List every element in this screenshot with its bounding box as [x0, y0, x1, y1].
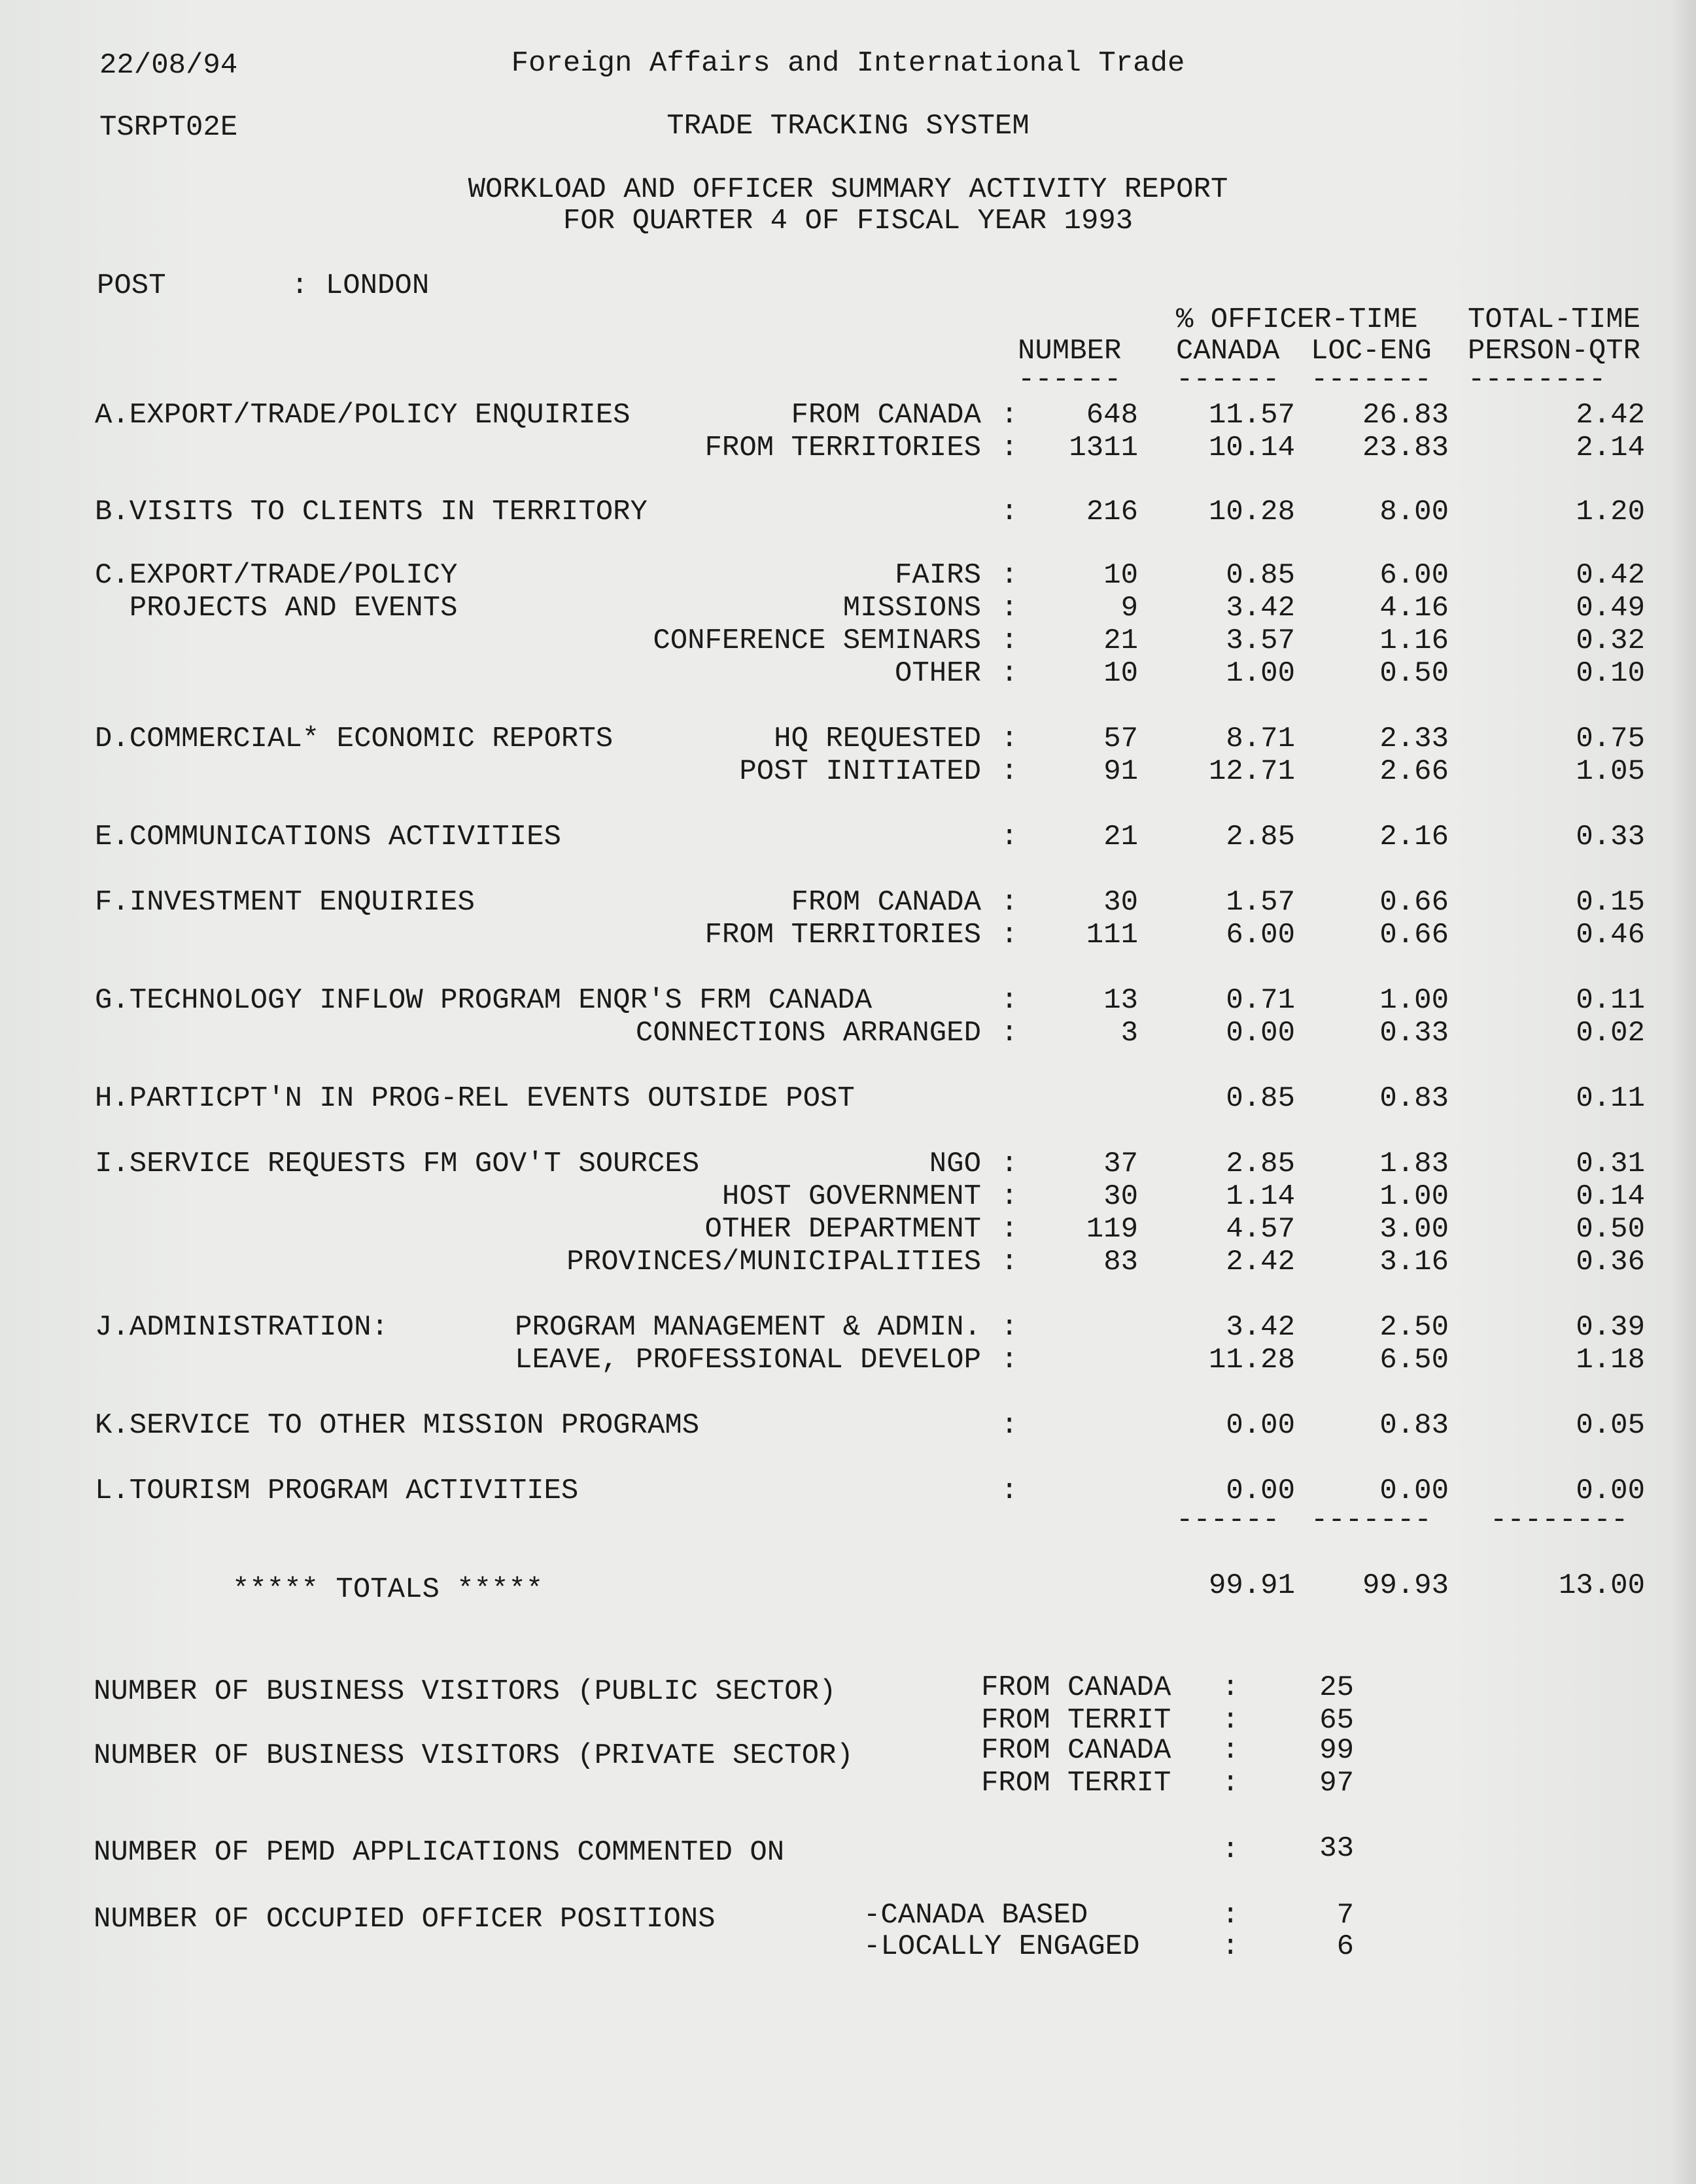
row-canada-pct: 12.71 — [1208, 755, 1295, 788]
row-person-qtr: 2.42 — [1576, 399, 1645, 432]
row-subcategory-label: FROM TERRITORIES — [704, 919, 981, 951]
row-colon: : — [1001, 1409, 1018, 1442]
row-colon: : — [1001, 592, 1018, 624]
row-subcategory-label: CONFERENCE SEMINARS — [653, 624, 981, 657]
positions-colon: : — [1222, 1930, 1239, 1963]
row-number: 216 — [1086, 496, 1138, 528]
row-colon: : — [1001, 1311, 1018, 1344]
department-name: Foreign Affairs and International Trade — [511, 47, 1185, 80]
row-category-label: I.SERVICE REQUESTS FM GOV'T SOURCES — [95, 1148, 700, 1180]
row-category-label: B.VISITS TO CLIENTS IN TERRITORY — [95, 496, 648, 528]
row-colon: : — [1001, 984, 1018, 1017]
row-colon: : — [1001, 886, 1018, 919]
visitors-colon: : — [1222, 1704, 1239, 1737]
system-name: TRADE TRACKING SYSTEM — [666, 110, 1030, 143]
row-loc-eng-pct: 1.16 — [1379, 624, 1449, 657]
report-id: TSRPT02E — [99, 111, 238, 144]
totals-person-underline: -------- — [1490, 1504, 1629, 1537]
row-loc-eng-pct: 2.66 — [1379, 755, 1449, 788]
row-loc-eng-pct: 0.50 — [1379, 657, 1449, 690]
row-canada-pct: 0.85 — [1226, 1082, 1295, 1115]
canada-underline: ------ — [1176, 364, 1280, 396]
row-colon: : — [1001, 1148, 1018, 1180]
row-canada-pct: 3.57 — [1226, 624, 1295, 657]
row-colon: : — [1001, 657, 1018, 690]
row-colon: : — [1001, 755, 1018, 788]
row-category-label: D.COMMERCIAL* ECONOMIC REPORTS — [95, 723, 614, 755]
row-person-qtr: 0.33 — [1576, 821, 1645, 853]
row-loc-eng-pct: 2.50 — [1379, 1311, 1449, 1344]
row-subcategory-label: FROM CANADA — [791, 399, 981, 432]
row-loc-eng-pct: 3.16 — [1379, 1246, 1449, 1278]
row-subcategory-label: POST INITIATED — [739, 755, 981, 788]
row-canada-pct: 1.57 — [1226, 886, 1295, 919]
positions-value: 7 — [1336, 1899, 1354, 1932]
row-colon: : — [1001, 432, 1018, 464]
totals-canada-underline: ------ — [1176, 1504, 1280, 1537]
row-colon: : — [1001, 399, 1018, 432]
row-canada-pct: 11.57 — [1208, 399, 1295, 432]
row-subcategory-label: PROGRAM MANAGEMENT & ADMIN. — [515, 1311, 981, 1344]
row-loc-eng-pct: 4.16 — [1379, 592, 1449, 624]
visitors-origin: FROM TERRIT — [981, 1767, 1171, 1800]
row-subcategory-label: PROVINCES/MUNICIPALITIES — [566, 1246, 981, 1278]
row-canada-pct: 10.28 — [1208, 496, 1295, 528]
row-canada-pct: 0.71 — [1226, 984, 1295, 1017]
pemd-label: NUMBER OF PEMD APPLICATIONS COMMENTED ON — [94, 1836, 785, 1869]
row-number: 3 — [1120, 1017, 1138, 1049]
row-colon: : — [1001, 821, 1018, 853]
visitors-colon: : — [1222, 1671, 1239, 1704]
visitors-label: NUMBER OF BUSINESS VISITORS (PUBLIC SECTOR) — [94, 1675, 837, 1708]
row-loc-eng-pct: 0.66 — [1379, 919, 1449, 951]
row-number: 9 — [1120, 592, 1138, 624]
row-category-label: L.TOURISM PROGRAM ACTIVITIES — [95, 1475, 579, 1507]
row-number: 648 — [1086, 399, 1138, 432]
row-person-qtr: 0.46 — [1576, 919, 1645, 951]
row-person-qtr: 2.14 — [1576, 432, 1645, 464]
row-canada-pct: 8.71 — [1226, 723, 1295, 755]
totals-loc-eng: 99.93 — [1362, 1569, 1449, 1602]
visitors-origin: FROM TERRIT — [981, 1704, 1171, 1737]
pct-officer-time-header: % OFFICER-TIME — [1176, 303, 1418, 336]
row-person-qtr: 0.75 — [1576, 723, 1645, 755]
loc-eng-header: LOC-ENG — [1311, 335, 1432, 367]
visitors-colon: : — [1222, 1767, 1239, 1800]
row-person-qtr: 0.39 — [1576, 1311, 1645, 1344]
visitors-colon: : — [1222, 1734, 1239, 1767]
row-category-label: E.COMMUNICATIONS ACTIVITIES — [95, 821, 561, 853]
row-person-qtr: 0.15 — [1576, 886, 1645, 919]
row-colon: : — [1001, 1246, 1018, 1278]
row-colon: : — [1001, 1017, 1018, 1049]
visitors-origin: FROM CANADA — [981, 1734, 1171, 1767]
row-loc-eng-pct: 6.50 — [1379, 1344, 1449, 1376]
row-canada-pct: 1.14 — [1226, 1180, 1295, 1213]
row-loc-eng-pct: 2.33 — [1379, 723, 1449, 755]
row-subcategory-label: FROM CANADA — [791, 886, 981, 919]
total-time-header: TOTAL-TIME — [1468, 303, 1641, 336]
row-subcategory-label: LEAVE, PROFESSIONAL DEVELOP — [515, 1344, 981, 1376]
row-number: 1311 — [1069, 432, 1138, 464]
totals-loc-eng-underline: ------- — [1311, 1504, 1432, 1537]
row-loc-eng-pct: 1.00 — [1379, 984, 1449, 1017]
row-number: 10 — [1103, 657, 1138, 690]
row-person-qtr: 0.50 — [1576, 1213, 1645, 1246]
row-canada-pct: 3.42 — [1226, 592, 1295, 624]
person-qtr-underline: -------- — [1468, 364, 1606, 396]
row-colon: : — [1001, 559, 1018, 592]
row-category-label: J.ADMINISTRATION: — [95, 1311, 389, 1344]
row-number: 21 — [1103, 821, 1138, 853]
row-person-qtr: 0.36 — [1576, 1246, 1645, 1278]
row-loc-eng-pct: 3.00 — [1379, 1213, 1449, 1246]
row-person-qtr: 0.31 — [1576, 1148, 1645, 1180]
visitors-value: 97 — [1319, 1767, 1354, 1800]
row-category-label: F.INVESTMENT ENQUIRIES — [95, 886, 475, 919]
row-person-qtr: 0.02 — [1576, 1017, 1645, 1049]
row-person-qtr: 0.14 — [1576, 1180, 1645, 1213]
row-canada-pct: 0.00 — [1226, 1017, 1295, 1049]
row-person-qtr: 0.00 — [1576, 1475, 1645, 1507]
row-canada-pct: 0.85 — [1226, 559, 1295, 592]
row-number: 13 — [1103, 984, 1138, 1017]
visitors-origin: FROM CANADA — [981, 1671, 1171, 1704]
row-loc-eng-pct: 23.83 — [1362, 432, 1449, 464]
canada-header: CANADA — [1176, 335, 1280, 367]
row-canada-pct: 2.85 — [1226, 821, 1295, 853]
row-person-qtr: 0.49 — [1576, 592, 1645, 624]
loc-eng-underline: ------- — [1311, 364, 1432, 396]
row-category-label: K.SERVICE TO OTHER MISSION PROGRAMS — [95, 1409, 700, 1442]
row-loc-eng-pct: 6.00 — [1379, 559, 1449, 592]
row-person-qtr: 1.05 — [1576, 755, 1645, 788]
row-category-label: C.EXPORT/TRADE/POLICY — [95, 559, 458, 592]
row-person-qtr: 1.20 — [1576, 496, 1645, 528]
row-person-qtr: 0.32 — [1576, 624, 1645, 657]
person-qtr-header: PERSON-QTR — [1468, 335, 1641, 367]
visitors-value: 65 — [1319, 1704, 1354, 1737]
row-number: 30 — [1103, 1180, 1138, 1213]
positions-type: -LOCALLY ENGAGED — [863, 1930, 1140, 1963]
row-subcategory-label: NGO — [929, 1148, 981, 1180]
row-canada-pct: 2.85 — [1226, 1148, 1295, 1180]
report-date: 22/08/94 — [99, 49, 238, 82]
row-number: 91 — [1103, 755, 1138, 788]
row-colon: : — [1001, 723, 1018, 755]
row-person-qtr: 0.11 — [1576, 984, 1645, 1017]
row-subcategory-label: FAIRS — [894, 559, 981, 592]
row-colon: : — [1001, 1475, 1018, 1507]
row-loc-eng-pct: 0.33 — [1379, 1017, 1449, 1049]
post-label: POST — [97, 269, 166, 302]
totals-canada: 99.91 — [1208, 1569, 1295, 1602]
row-canada-pct: 3.42 — [1226, 1311, 1295, 1344]
pemd-value: 33 — [1319, 1832, 1354, 1865]
row-loc-eng-pct: 0.00 — [1379, 1475, 1449, 1507]
row-subcategory-label: FROM TERRITORIES — [704, 432, 981, 464]
row-loc-eng-pct: 0.83 — [1379, 1409, 1449, 1442]
row-loc-eng-pct: 1.00 — [1379, 1180, 1449, 1213]
row-number: 21 — [1103, 624, 1138, 657]
row-subcategory-label: HQ REQUESTED — [774, 723, 981, 755]
row-canada-pct: 6.00 — [1226, 919, 1295, 951]
row-subcategory-label: OTHER DEPARTMENT — [704, 1213, 981, 1246]
row-loc-eng-pct: 2.16 — [1379, 821, 1449, 853]
row-person-qtr: 0.11 — [1576, 1082, 1645, 1115]
totals-label: ***** TOTALS ***** — [232, 1573, 544, 1606]
positions-value: 6 — [1336, 1930, 1354, 1963]
row-number: 30 — [1103, 886, 1138, 919]
row-number: 119 — [1086, 1213, 1138, 1246]
row-person-qtr: 0.05 — [1576, 1409, 1645, 1442]
row-person-qtr: 0.10 — [1576, 657, 1645, 690]
row-colon: : — [1001, 1344, 1018, 1376]
number-header: NUMBER — [1018, 335, 1122, 367]
row-number: 10 — [1103, 559, 1138, 592]
positions-label: NUMBER OF OCCUPIED OFFICER POSITIONS — [94, 1903, 716, 1936]
row-category-label: PROJECTS AND EVENTS — [95, 592, 458, 624]
totals-person-qtr: 13.00 — [1558, 1569, 1645, 1602]
visitors-value: 25 — [1319, 1671, 1354, 1704]
row-loc-eng-pct: 8.00 — [1379, 496, 1449, 528]
row-colon: : — [1001, 1180, 1018, 1213]
visitors-label: NUMBER OF BUSINESS VISITORS (PRIVATE SECTOR) — [94, 1739, 854, 1772]
report-title: WORKLOAD AND OFFICER SUMMARY ACTIVITY REPORT — [468, 173, 1228, 206]
positions-type: -CANADA BASED — [863, 1899, 1088, 1932]
row-number: 57 — [1103, 723, 1138, 755]
row-colon: : — [1001, 919, 1018, 951]
row-canada-pct: 11.28 — [1208, 1344, 1295, 1376]
row-subcategory-label: MISSIONS — [842, 592, 981, 624]
row-person-qtr: 1.18 — [1576, 1344, 1645, 1376]
row-colon: : — [1001, 624, 1018, 657]
row-number: 83 — [1103, 1246, 1138, 1278]
post-value: : LONDON — [291, 269, 430, 302]
row-loc-eng-pct: 0.83 — [1379, 1082, 1449, 1115]
row-subcategory-label: HOST GOVERNMENT — [721, 1180, 981, 1213]
positions-colon: : — [1222, 1899, 1239, 1932]
row-canada-pct: 4.57 — [1226, 1213, 1295, 1246]
row-person-qtr: 0.42 — [1576, 559, 1645, 592]
row-canada-pct: 0.00 — [1226, 1409, 1295, 1442]
row-loc-eng-pct: 26.83 — [1362, 399, 1449, 432]
row-colon: : — [1001, 496, 1018, 528]
row-subcategory-label: CONNECTIONS ARRANGED — [635, 1017, 981, 1049]
row-loc-eng-pct: 1.83 — [1379, 1148, 1449, 1180]
pemd-colon: : — [1222, 1834, 1239, 1866]
row-canada-pct: 1.00 — [1226, 657, 1295, 690]
report-subtitle: FOR QUARTER 4 OF FISCAL YEAR 1993 — [562, 205, 1134, 237]
row-canada-pct: 0.00 — [1226, 1475, 1295, 1507]
visitors-value: 99 — [1319, 1734, 1354, 1767]
row-category-label: G.TECHNOLOGY INFLOW PROGRAM ENQR'S FRM CANADA — [95, 984, 873, 1017]
row-subcategory-label: OTHER — [894, 657, 981, 690]
row-number: 37 — [1103, 1148, 1138, 1180]
row-number: 111 — [1086, 919, 1138, 951]
row-canada-pct: 10.14 — [1208, 432, 1295, 464]
row-loc-eng-pct: 0.66 — [1379, 886, 1449, 919]
number-underline: ------ — [1018, 364, 1122, 396]
row-colon: : — [1001, 1213, 1018, 1246]
row-category-label: H.PARTICPT'N IN PROG-REL EVENTS OUTSIDE POST — [95, 1082, 855, 1115]
row-canada-pct: 2.42 — [1226, 1246, 1295, 1278]
row-category-label: A.EXPORT/TRADE/POLICY ENQUIRIES — [95, 399, 631, 432]
